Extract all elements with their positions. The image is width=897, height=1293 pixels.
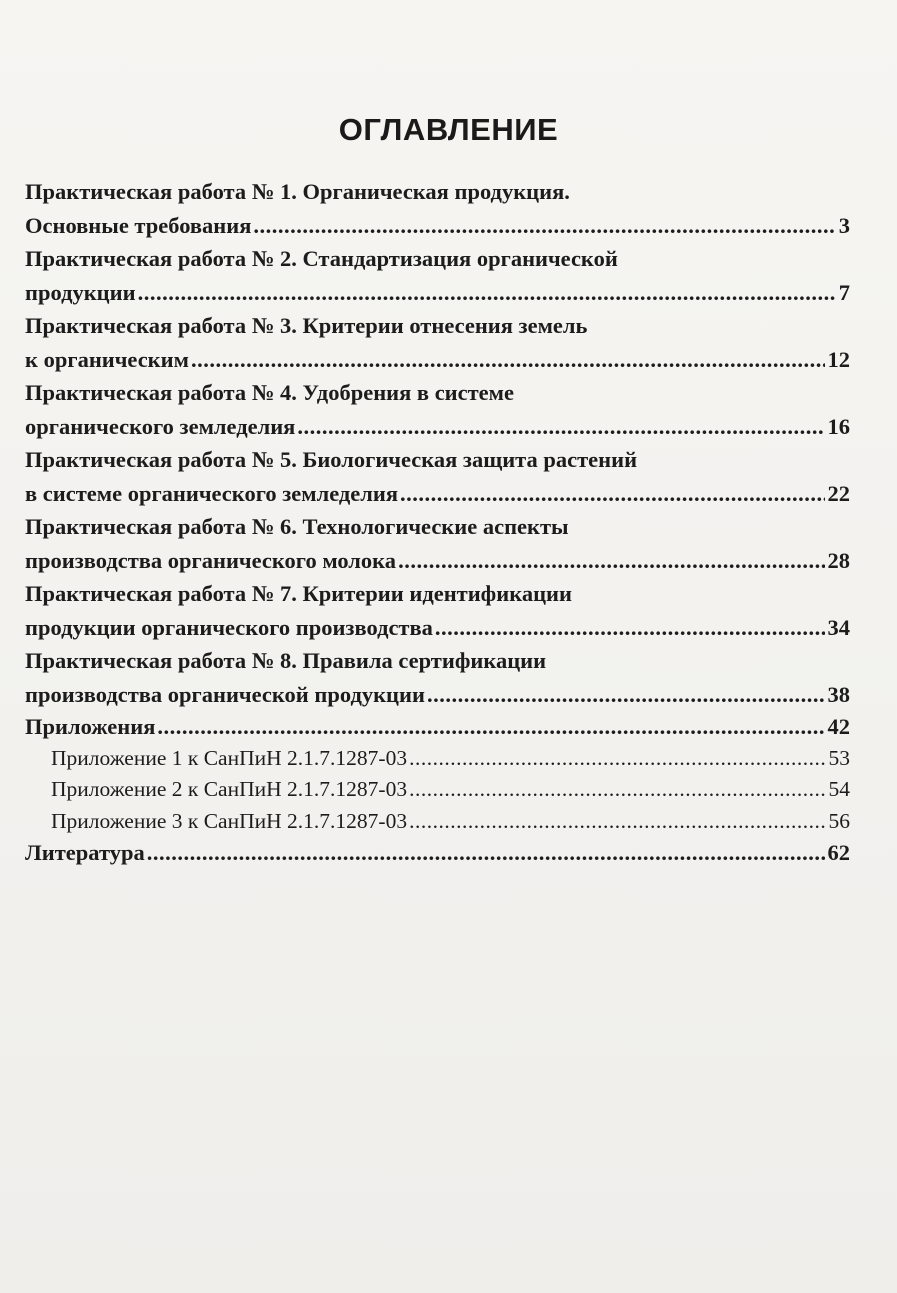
toc-entry-last-line: [25, 276, 850, 310]
page-number: 38: [827, 681, 850, 707]
page-number: 16: [827, 413, 850, 439]
page-number: 34: [827, 614, 850, 640]
toc-entry-title-end: продукции органического производства: [25, 614, 433, 640]
toc-subentry-title: Приложение 1 к СанПиН 2.1.7.1287-03: [51, 745, 408, 770]
toc-entry-last-line: [25, 611, 850, 645]
toc-entry-last-line: [25, 410, 850, 444]
toc-entry-title-line: Практическая работа № 2. Стандартизация органической: [25, 246, 618, 271]
toc-entry-last-line: [25, 678, 850, 712]
toc-entry-title-end: производства органического молока: [25, 547, 397, 573]
toc-entry-last-line: [25, 837, 850, 869]
page-number: 22: [827, 480, 850, 506]
toc-entry-literature[interactable]: [25, 837, 850, 869]
dot-leader: [409, 774, 825, 806]
page-number: 3: [838, 212, 850, 238]
dot-leader: [427, 678, 825, 712]
toc-subentry-title: Приложение 2 к СанПиН 2.1.7.1287-03: [51, 777, 408, 801]
toc-entry-last-line: [25, 544, 850, 578]
toc-entry-title-line: Практическая работа № 8. Правила сертификации: [25, 648, 547, 673]
toc-entry-title-line: Практическая работа № 6. Технологические аспекты: [25, 514, 569, 539]
toc-entry-last-line: [25, 743, 850, 775]
dot-leader: [147, 837, 825, 869]
table-of-contents: [25, 175, 850, 869]
toc-entry-title-line: Практическая работа № 1. Органическая продукция.: [25, 179, 570, 204]
toc-entry-title-line: Практическая работа № 5. Биологическая защита растений: [25, 447, 638, 472]
toc-entry-last-line: [25, 343, 850, 377]
toc-entry-last-line: [25, 711, 850, 743]
toc-subentry-2[interactable]: [25, 774, 850, 806]
toc-entry-2[interactable]: [25, 242, 850, 309]
toc-subentry-1[interactable]: [25, 743, 850, 775]
toc-entry-title-end: в системе органического земледелия: [25, 480, 399, 506]
toc-entry-7[interactable]: [25, 577, 850, 644]
toc-entry-title-end: продукции: [25, 279, 136, 305]
toc-entry-4[interactable]: [25, 376, 850, 443]
toc-entry-title-end: Основные требования: [25, 212, 252, 238]
page-number: 12: [827, 346, 850, 372]
toc-subentry-title: Приложение 3 к СанПиН 2.1.7.1287-03: [51, 808, 408, 833]
toc-entry-title-end: Приложения: [25, 714, 156, 739]
toc-entry-title-line: Практическая работа № 4. Удобрения в системе: [25, 380, 514, 405]
dot-leader: [400, 477, 824, 511]
dot-leader: [253, 209, 835, 243]
toc-entry-title-line: Практическая работа № 7. Критерии идентификации: [25, 581, 572, 606]
toc-entry-last-line: [25, 477, 850, 511]
page-number: 28: [827, 547, 850, 573]
dot-leader: [297, 410, 824, 444]
toc-entry-last-line: [25, 774, 850, 806]
toc-entry-title-line: Практическая работа № 3. Критерии отнесения земель: [25, 313, 588, 338]
toc-entry-title-end: органического земледелия: [25, 413, 296, 439]
toc-entry-3[interactable]: [25, 309, 850, 376]
dot-leader: [409, 806, 825, 838]
page-number: 42: [827, 714, 850, 739]
dot-leader: [435, 611, 825, 645]
page-number: 53: [828, 745, 850, 770]
toc-entry-title-end: к органическим: [25, 346, 189, 372]
dot-leader: [138, 276, 836, 310]
dot-leader: [398, 544, 824, 578]
toc-entry-last-line: [25, 209, 850, 243]
toc-entry-1[interactable]: [25, 175, 850, 242]
page-number: 56: [828, 808, 850, 833]
toc-entry-title-end: производства органической продукции: [25, 681, 425, 707]
toc-entry-6[interactable]: [25, 510, 850, 577]
dot-leader: [157, 711, 824, 743]
toc-entry-last-line: [25, 806, 850, 838]
toc-entry-title-end: Литература: [25, 840, 145, 865]
toc-entry-8[interactable]: [25, 644, 850, 711]
toc-entry-appendices[interactable]: [25, 711, 850, 743]
page-number: 62: [827, 840, 850, 865]
page-number: 7: [838, 279, 850, 305]
toc-subentry-3[interactable]: [25, 806, 850, 838]
page-title: ОГЛАВЛЕНИЕ: [338, 112, 559, 147]
dot-leader: [409, 743, 825, 775]
dot-leader: [191, 343, 825, 377]
toc-entry-5[interactable]: [25, 443, 850, 510]
page-number: 54: [828, 777, 850, 801]
